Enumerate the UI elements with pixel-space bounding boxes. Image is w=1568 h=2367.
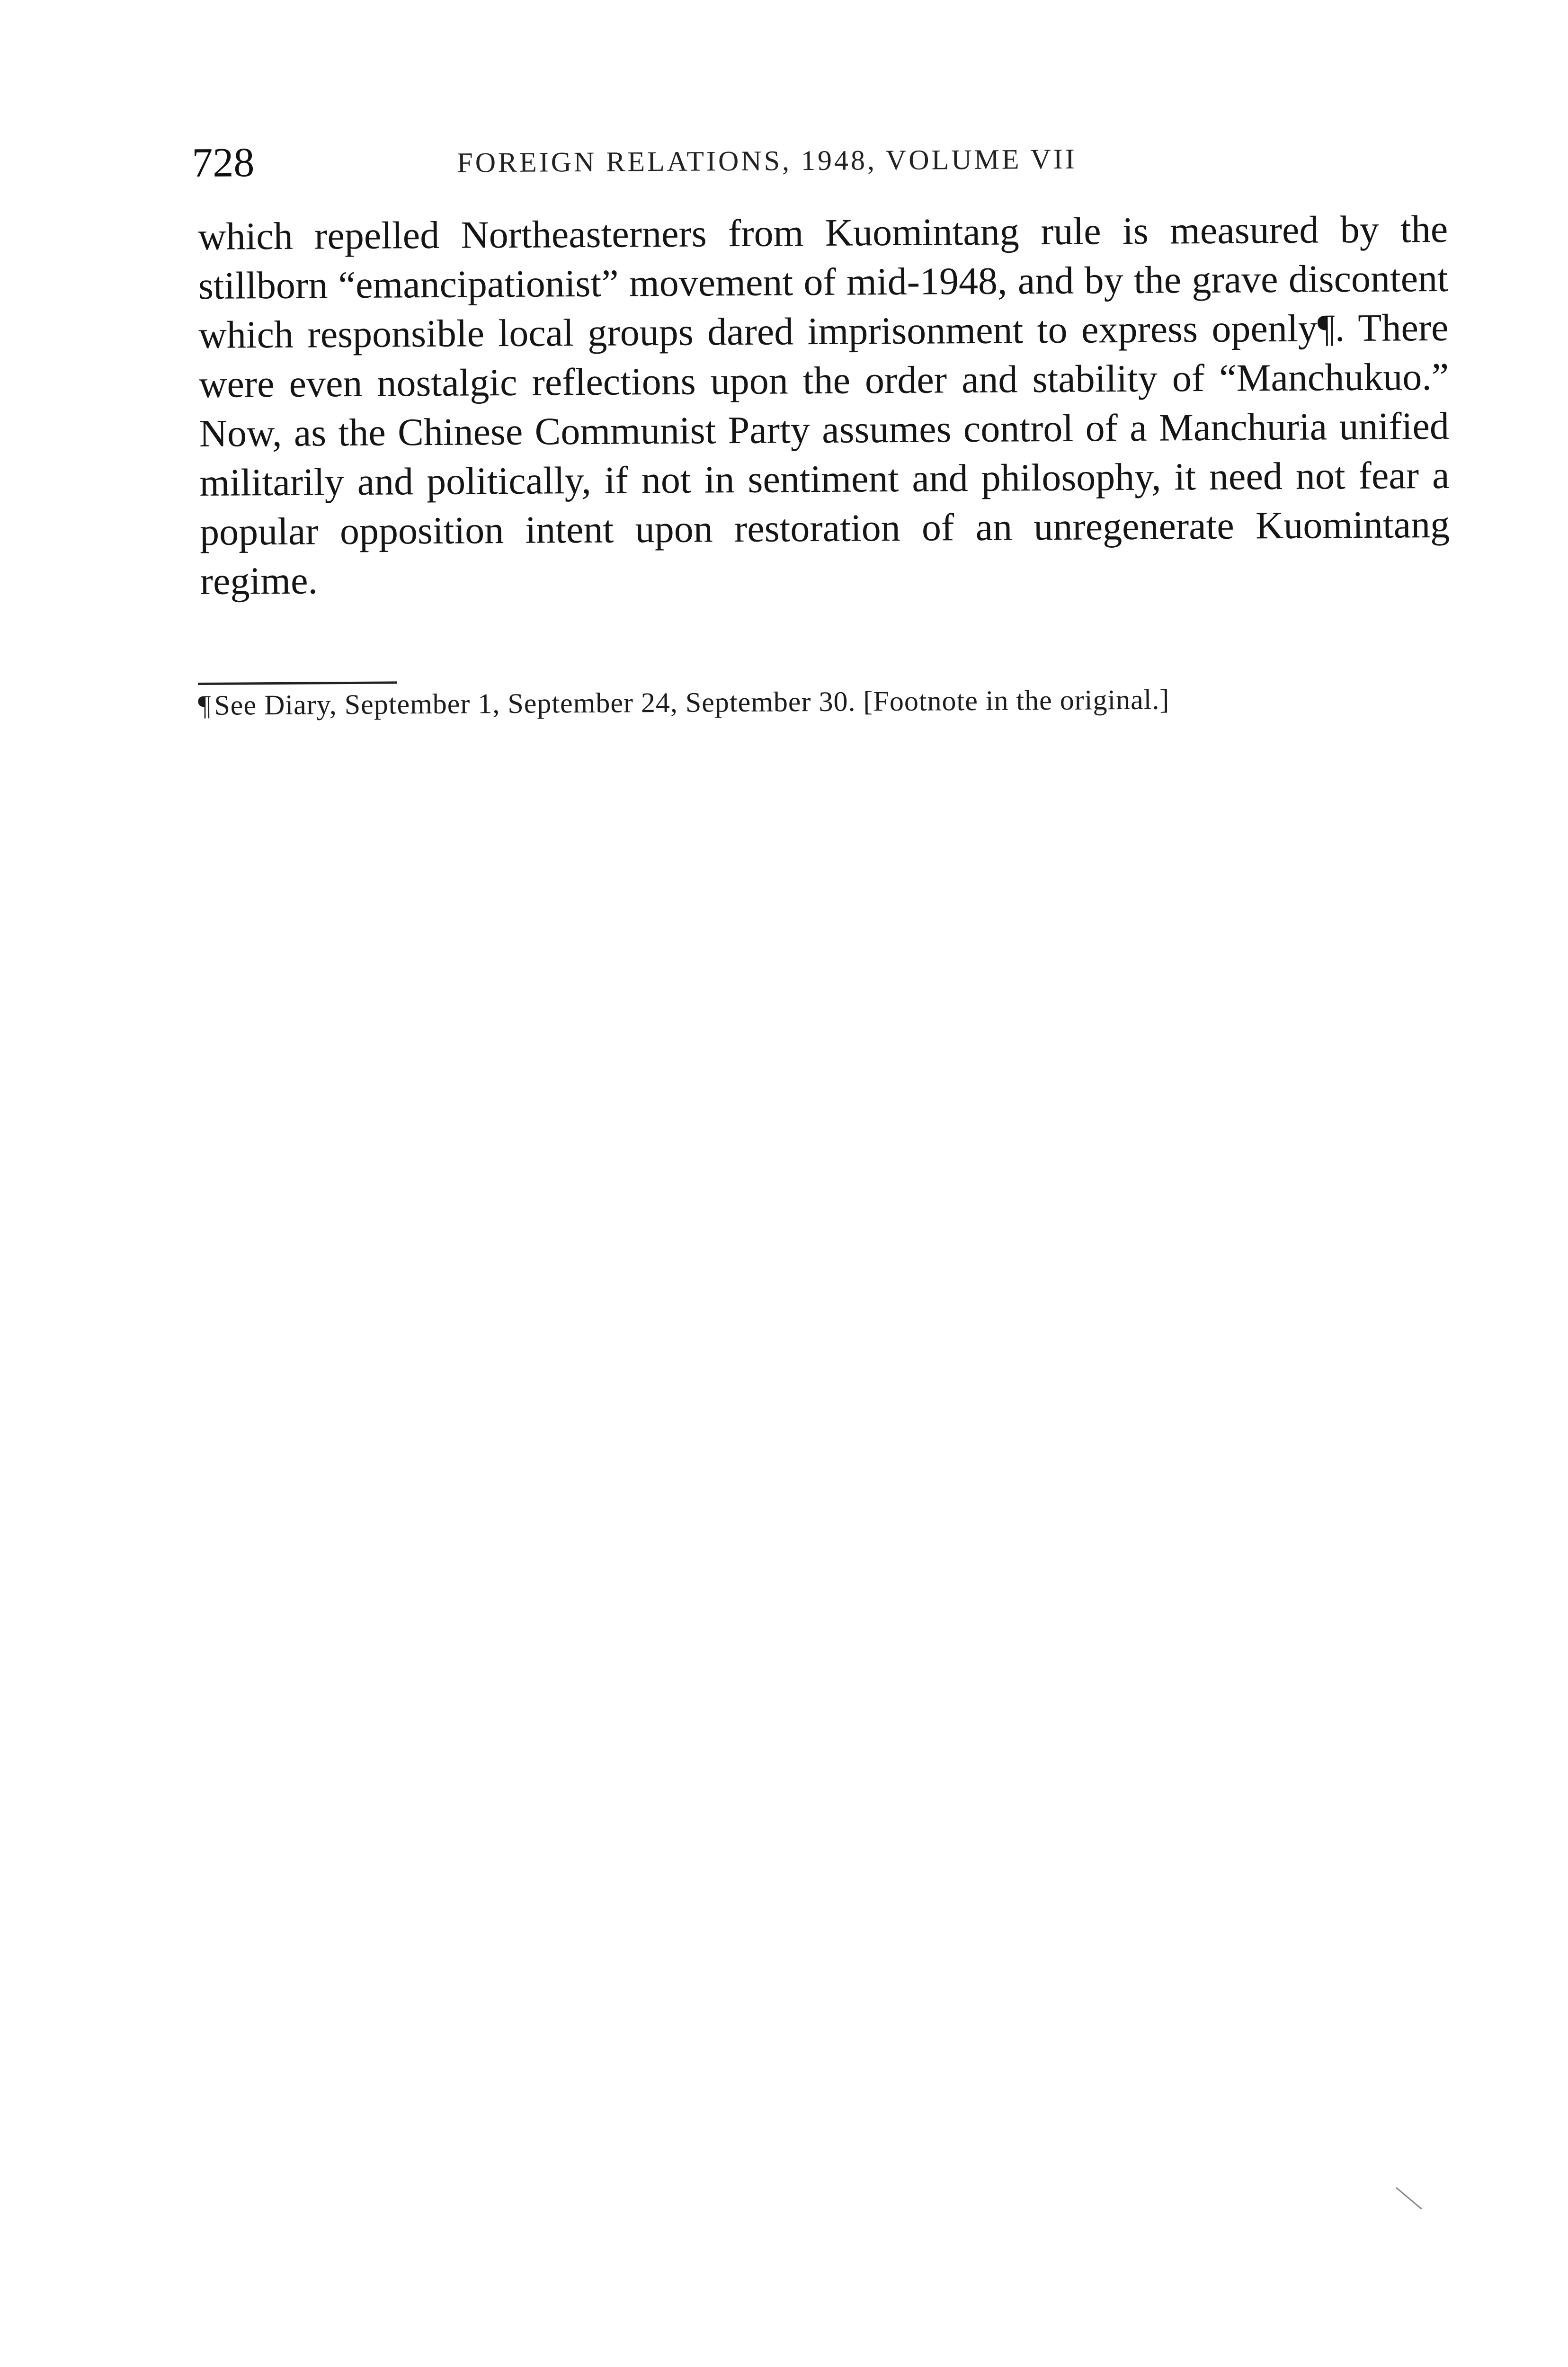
page-header bbox=[192, 130, 1447, 189]
footnote-paragraph bbox=[198, 678, 1448, 725]
body-paragraph: which repelled Northeasterners from Kuomintang rule is measured by the stillborn “emancipationist” movement of mid-1948, and by the grave discontent which responsible local groups dared imprisonment to express openly¶. There were even nostalgic reflections upon the order and stability of “Manchukuo.” Now, as the Chinese Communist Party assumes control of a Manchuria unified militarily and politically, if not in sentiment and philosophy, it need not fear a popular opposition intent upon restoration of an unregenerate Kuomintang regime. bbox=[198, 207, 1450, 603]
footnote-marker: ¶ bbox=[198, 689, 212, 721]
body-text bbox=[198, 205, 1450, 606]
scan-artifact-mark bbox=[1396, 2187, 1422, 2209]
footnote-text: See Diary, September 1, September 24, September 30. [Footnote in the original.] bbox=[214, 684, 1170, 721]
running-head: FOREIGN RELATIONS, 1948, VOLUME VII bbox=[457, 143, 1077, 178]
page-number: 728 bbox=[192, 140, 255, 186]
footnote bbox=[198, 678, 1448, 725]
